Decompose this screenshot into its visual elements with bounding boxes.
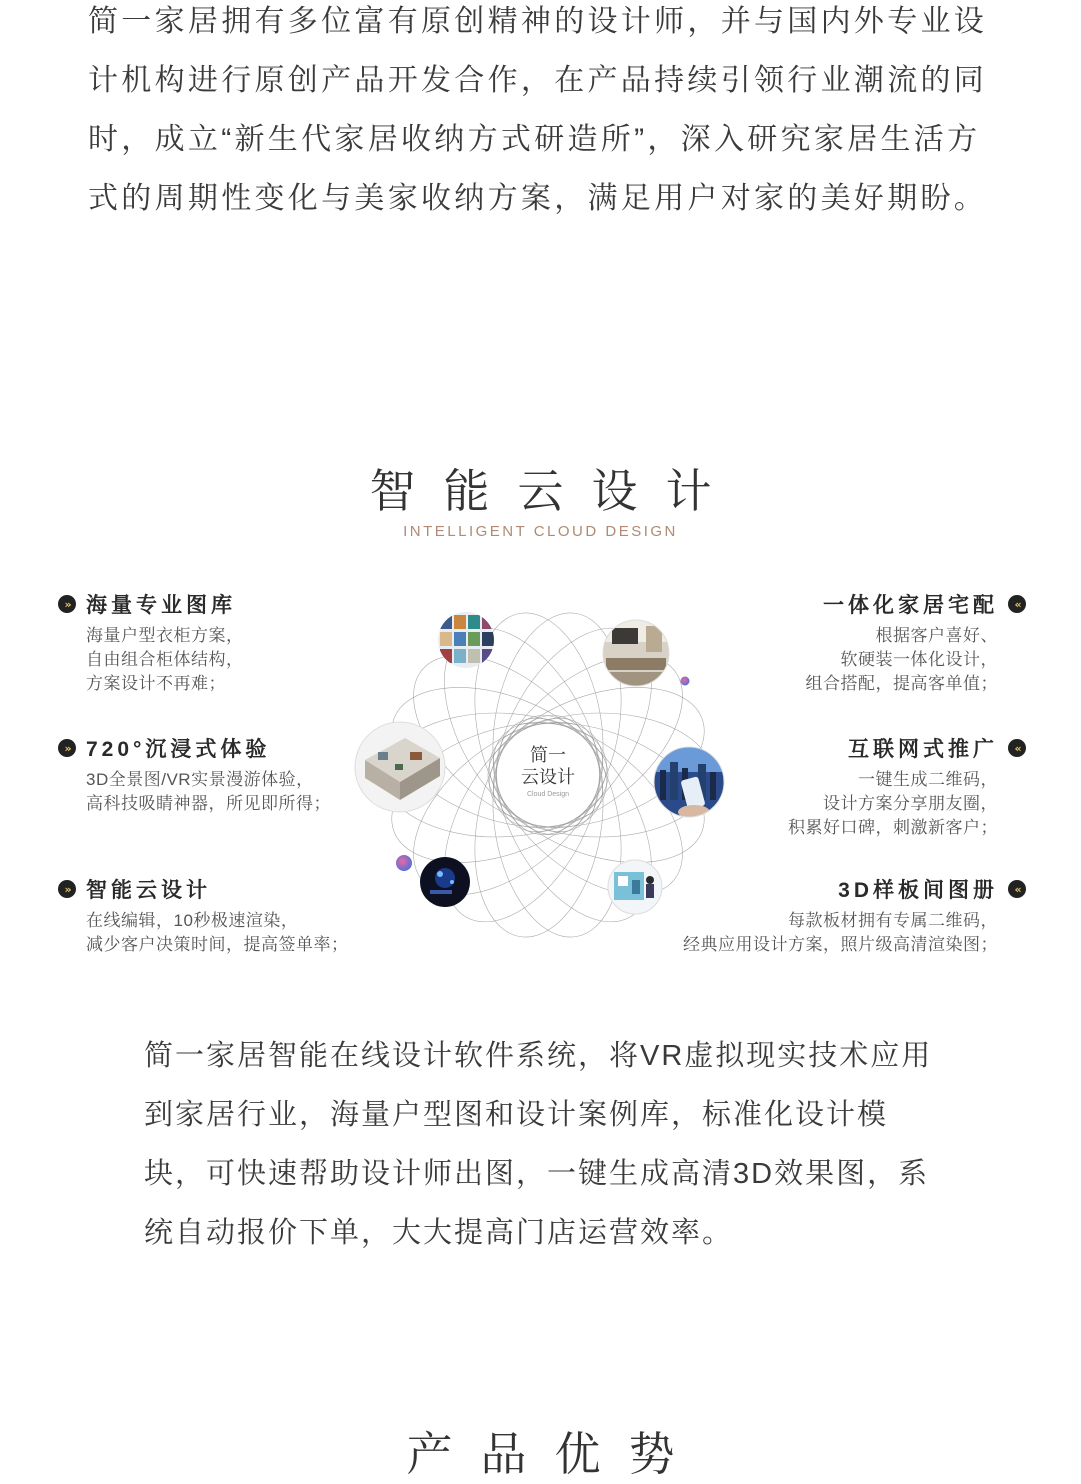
section-title: 智能云设计 xyxy=(369,465,740,517)
feature-desc-line: 软硬装一体化设计， xyxy=(840,650,998,669)
center-label-line1: 简一 xyxy=(530,745,566,765)
feature-title: 智能云设计 xyxy=(86,879,211,902)
feature-gallery xyxy=(58,590,244,696)
chevron-left-icon: « xyxy=(1008,595,1026,613)
city-phone-icon xyxy=(654,747,724,819)
chevron-right-icon: » xyxy=(58,880,76,898)
feature-title: 3D样板间图册 xyxy=(838,879,998,902)
center-label-en: Cloud Design xyxy=(526,791,570,798)
feature-desc-line: 减少客户决策时间，提高签单率； xyxy=(86,935,349,954)
center-label-line2: 云设计 xyxy=(521,767,575,787)
feature-desc-line: 设计方案分享朋友圈， xyxy=(823,794,998,813)
accent-dot xyxy=(396,855,412,871)
intro-paragraph: 简一家居拥有多位富有原创精神的设计师，并与国内外专业设计机构进行原创产品开发合作，在产品持续引领行业潮流的同时，成立“新生代家居收纳方式研造所”，深入研究家居生活方式的周期性变化与美家收纳方案，满足用户对家的美好期盼。 xyxy=(88,5,988,215)
gallery-icon xyxy=(438,612,494,668)
section-subtitle: INTELLIGENT CLOUD DESIGN xyxy=(403,523,678,540)
feature-title: 一体化家居宅配 xyxy=(823,594,998,617)
feature-3d-sample-book xyxy=(683,875,1026,957)
feature-desc-line: 海量户型衣柜方案， xyxy=(86,626,244,645)
feature-home-delivery xyxy=(806,590,1027,696)
accent-dot xyxy=(681,677,690,686)
chevron-right-icon: » xyxy=(58,739,76,757)
feature-title: 720°沉浸式体验 xyxy=(86,738,271,761)
rosette-ellipse xyxy=(412,692,631,948)
next-section-title: 产品优势 xyxy=(406,1428,703,1480)
feature-desc-line: 3D全景图/VR实景漫游体验， xyxy=(86,770,314,789)
feature-desc-line: 一键生成二维码， xyxy=(858,770,998,789)
feature-cloud-design xyxy=(58,875,349,957)
feature-desc-line: 组合搭配，提高客单值； xyxy=(805,674,998,693)
feature-desc-line: 积累好口碑，刺激新客户； xyxy=(788,818,998,837)
feature-desc-line: 根据客户喜好、 xyxy=(875,626,998,645)
chevron-left-icon: « xyxy=(1008,739,1026,757)
chevron-left-icon: « xyxy=(1008,880,1026,898)
chevron-right-icon: » xyxy=(58,595,76,613)
feature-internet-promotion xyxy=(788,734,1026,840)
feature-desc-line: 经典应用设计方案，照片级高清渲染图； xyxy=(683,935,998,954)
body-paragraph: 简一家居智能在线设计软件系统，将VR虚拟现实技术应用到家居行业，海量户型图和设计案例库，标准化设计模块，可快速帮助设计师出图，一键生成高清3D效果图，系统自动报价下单，大大提高门店运营效率。 xyxy=(144,1040,933,1249)
feature-720-experience xyxy=(58,734,331,816)
feature-title: 海量专业图库 xyxy=(86,594,236,617)
feature-title: 互联网式推广 xyxy=(848,738,998,761)
feature-desc-line: 自由组合柜体结构， xyxy=(86,650,244,669)
feature-desc-line: 高科技吸睛神器，所见即所得； xyxy=(86,794,331,813)
feature-desc-line: 每款板材拥有专属二维码， xyxy=(788,911,998,930)
feature-desc-line: 方案设计不再难； xyxy=(86,674,226,693)
center-label xyxy=(500,744,596,800)
feature-desc-line: 在线编辑，10秒极速渲染， xyxy=(86,911,299,930)
cloud-design-icon xyxy=(420,857,470,907)
